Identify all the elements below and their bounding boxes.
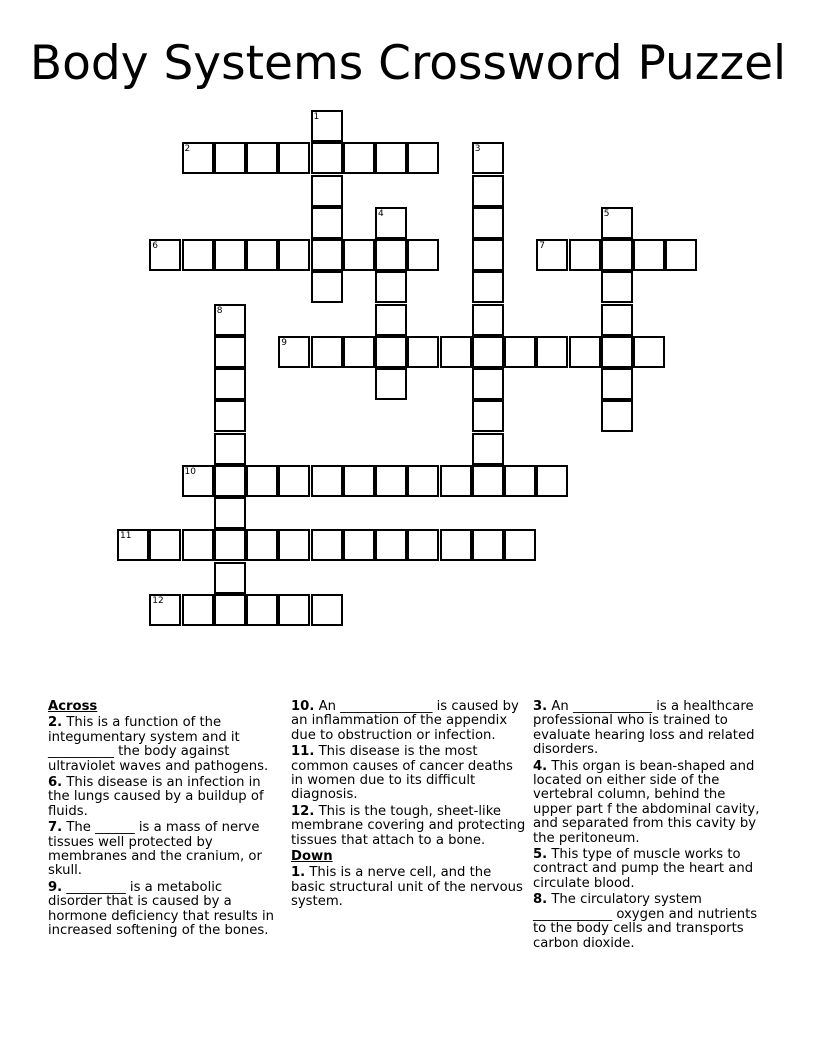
- crossword-cell[interactable]: [472, 175, 504, 207]
- crossword-cell[interactable]: [149, 529, 181, 561]
- crossword-cell[interactable]: [343, 465, 375, 497]
- crossword-cell[interactable]: [311, 529, 343, 561]
- crossword-cell[interactable]: [504, 336, 536, 368]
- crossword-cell[interactable]: [407, 336, 439, 368]
- clue-text: This disease is an infection in the lungs caused by a buildup of fluids.: [48, 775, 264, 819]
- crossword-cell[interactable]: [375, 142, 407, 174]
- crossword-cell[interactable]: [375, 465, 407, 497]
- crossword-cell[interactable]: [504, 529, 536, 561]
- crossword-cell[interactable]: [246, 142, 278, 174]
- clue-num: 12.: [291, 803, 315, 819]
- crossword-cell[interactable]: [536, 239, 568, 271]
- crossword-cell[interactable]: [407, 465, 439, 497]
- crossword-cell[interactable]: [246, 594, 278, 626]
- clues-column-1: [48, 700, 280, 941]
- crossword-cell[interactable]: [601, 239, 633, 271]
- crossword-cell[interactable]: [214, 465, 246, 497]
- crossword-cell[interactable]: [278, 239, 310, 271]
- clue-number: 12: [152, 595, 164, 606]
- crossword-cell[interactable]: [182, 142, 214, 174]
- clue-text: An ______________ is caused by an inflammation of the appendix due to obstruction or infection.: [291, 699, 519, 743]
- crossword-cell[interactable]: [375, 207, 407, 239]
- crossword-cell[interactable]: [246, 465, 278, 497]
- crossword-cell[interactable]: [375, 271, 407, 303]
- clue-text: This organ is bean-shaped and located on either side of the vertebral column, behind the upper part f the abdominal cavity, and separated from this cavity by the peritoneum.: [533, 758, 760, 846]
- clue-num: 6.: [48, 775, 63, 791]
- crossword-cell[interactable]: [278, 529, 310, 561]
- crossword-cell[interactable]: [311, 207, 343, 239]
- down-heading: Down: [291, 849, 333, 865]
- crossword-cell[interactable]: [601, 336, 633, 368]
- clue-num: 8.: [533, 892, 548, 908]
- crossword-cell[interactable]: [214, 142, 246, 174]
- crossword-cell[interactable]: [149, 594, 181, 626]
- clue-number: 9: [281, 337, 287, 348]
- crossword-cell[interactable]: [214, 562, 246, 594]
- crossword-cell[interactable]: [472, 304, 504, 336]
- clue-number: 6: [152, 241, 158, 251]
- crossword-cell[interactable]: [182, 465, 214, 497]
- crossword-cell[interactable]: [472, 271, 504, 303]
- clue-number: 7: [539, 241, 545, 251]
- across-clue: [48, 716, 280, 774]
- crossword-cell[interactable]: [601, 304, 633, 336]
- crossword-cell[interactable]: [214, 304, 246, 336]
- crossword-cell[interactable]: [214, 497, 246, 529]
- crossword-cell[interactable]: [375, 304, 407, 336]
- crossword-cell[interactable]: [407, 142, 439, 174]
- across-clue: [291, 745, 527, 803]
- down-clue: [533, 893, 765, 951]
- crossword-cell[interactable]: [536, 465, 568, 497]
- crossword-cell[interactable]: [633, 239, 665, 271]
- clues-column-3: [533, 700, 765, 953]
- crossword-cell[interactable]: [601, 271, 633, 303]
- clue-num: 3.: [533, 699, 548, 714]
- crossword-cell[interactable]: [117, 529, 149, 561]
- crossword-cell[interactable]: [311, 175, 343, 207]
- crossword-cell[interactable]: [214, 529, 246, 561]
- clue-text: This disease is the most common causes of cancer deaths in women due to its difficult diagnosis.: [291, 744, 513, 803]
- crossword-cell[interactable]: [311, 336, 343, 368]
- across-clue: [291, 805, 527, 848]
- crossword-cell[interactable]: [601, 207, 633, 239]
- crossword-cell[interactable]: [472, 529, 504, 561]
- crossword-cell[interactable]: [665, 239, 697, 271]
- crossword-cell[interactable]: [375, 368, 407, 400]
- down-clue: [291, 866, 527, 909]
- crossword-cell[interactable]: [472, 368, 504, 400]
- clue-number: 3: [474, 144, 481, 155]
- clue-text: This type of muscle works to contract and pump the heart and circulate blood.: [533, 847, 754, 891]
- crossword-cell[interactable]: [601, 400, 633, 432]
- crossword-cell[interactable]: [149, 239, 181, 271]
- crossword-cell[interactable]: [472, 433, 504, 465]
- clue-text: The ______ is a mass of nerve tissues well protected by membranes and the cranium, or skull.: [48, 820, 262, 879]
- down-clue: [533, 760, 765, 846]
- crossword-cell[interactable]: [536, 336, 568, 368]
- clue-num: 10.: [291, 699, 315, 714]
- puzzle-title: Body Systems Crossword Puzzel: [29, 36, 787, 91]
- clue-num: 2.: [48, 715, 63, 731]
- crossword-cell[interactable]: [214, 594, 246, 626]
- crossword-cell[interactable]: [407, 239, 439, 271]
- clue-num: 7.: [48, 820, 63, 836]
- clue-text: An ____________ is a healthcare professional who is trained to evaluate hearing loss and related disorders.: [533, 699, 755, 758]
- crossword-cell[interactable]: [311, 142, 343, 174]
- crossword-cell[interactable]: [343, 529, 375, 561]
- clue-number: 5: [603, 208, 610, 219]
- crossword-cell[interactable]: [601, 368, 633, 400]
- crossword-cell[interactable]: [472, 400, 504, 432]
- crossword-cell[interactable]: [472, 142, 504, 174]
- crossword-cell[interactable]: [343, 336, 375, 368]
- across-clue: [291, 700, 527, 743]
- crossword-cell[interactable]: [278, 465, 310, 497]
- crossword-cell[interactable]: [440, 529, 472, 561]
- crossword-cell[interactable]: [214, 400, 246, 432]
- crossword-cell[interactable]: [472, 465, 504, 497]
- clue-number: 8: [216, 305, 223, 316]
- crossword-cell[interactable]: [278, 142, 310, 174]
- crossword-cell[interactable]: [246, 529, 278, 561]
- crossword-cell[interactable]: [569, 239, 601, 271]
- crossword-cell[interactable]: [278, 336, 310, 368]
- crossword-cell[interactable]: [472, 239, 504, 271]
- across-heading: Across: [48, 699, 98, 714]
- clue-number: 1: [313, 112, 320, 122]
- clue-text: _________ is a metabolic disorder that is caused by a hormone deficiency that results in increased softening of the bones.: [48, 879, 274, 939]
- crossword-cell[interactable]: [343, 142, 375, 174]
- crossword-cell[interactable]: [407, 529, 439, 561]
- crossword-cell[interactable]: [504, 465, 536, 497]
- clue-num: 1.: [291, 865, 306, 881]
- crossword-cell[interactable]: [311, 465, 343, 497]
- clue-num: 9.: [48, 879, 63, 895]
- clue-number: 11: [120, 531, 132, 542]
- crossword-cell[interactable]: [311, 594, 343, 626]
- crossword-cell[interactable]: [343, 239, 375, 271]
- crossword-cell[interactable]: [246, 239, 278, 271]
- crossword-cell[interactable]: [375, 529, 407, 561]
- crossword-cell[interactable]: [633, 336, 665, 368]
- crossword-cell[interactable]: [440, 336, 472, 368]
- clue-text: This is a nerve cell, and the basic structural unit of the nervous system.: [291, 865, 523, 910]
- crossword-cell[interactable]: [214, 433, 246, 465]
- down-clue: [533, 848, 765, 891]
- across-clue: [48, 776, 280, 819]
- clue-num: 5.: [533, 847, 548, 863]
- crossword-cell[interactable]: [182, 239, 214, 271]
- crossword-cell[interactable]: [214, 239, 246, 271]
- crossword-cell[interactable]: [182, 594, 214, 626]
- clue-number: 4: [378, 208, 384, 219]
- crossword-cell[interactable]: [375, 336, 407, 368]
- crossword-cell[interactable]: [182, 529, 214, 561]
- across-clue: [48, 881, 280, 939]
- clue-text: The circulatory system ____________ oxygen and nutrients to the body cells and transports carbon dioxide.: [533, 892, 758, 951]
- clue-number: 10: [184, 466, 196, 477]
- across-clue: [48, 821, 280, 879]
- crossword-cell[interactable]: [311, 271, 343, 303]
- crossword-cell[interactable]: [278, 594, 310, 626]
- crossword-cell[interactable]: [375, 239, 407, 271]
- crossword-cell[interactable]: [440, 465, 472, 497]
- crossword-cell[interactable]: [311, 110, 343, 142]
- clue-number: 2: [184, 144, 191, 155]
- crossword-cell[interactable]: [472, 207, 504, 239]
- clue-num: 11.: [291, 744, 315, 760]
- crossword-cell[interactable]: [214, 336, 246, 368]
- crossword-cell[interactable]: [311, 239, 343, 271]
- clues-column-2: [291, 700, 527, 912]
- crossword-cell[interactable]: [472, 336, 504, 368]
- crossword-cell[interactable]: [569, 336, 601, 368]
- clue-text: This is the tough, sheet-like membrane covering and protecting tissues that attach to a bone.: [291, 803, 526, 848]
- clue-num: 4.: [533, 758, 548, 774]
- down-clue: [533, 700, 765, 758]
- crossword-cell[interactable]: [214, 368, 246, 400]
- clue-text: This is a function of the integumentary system and it __________ the body against ultraviolet waves and pathogens.: [48, 715, 269, 774]
